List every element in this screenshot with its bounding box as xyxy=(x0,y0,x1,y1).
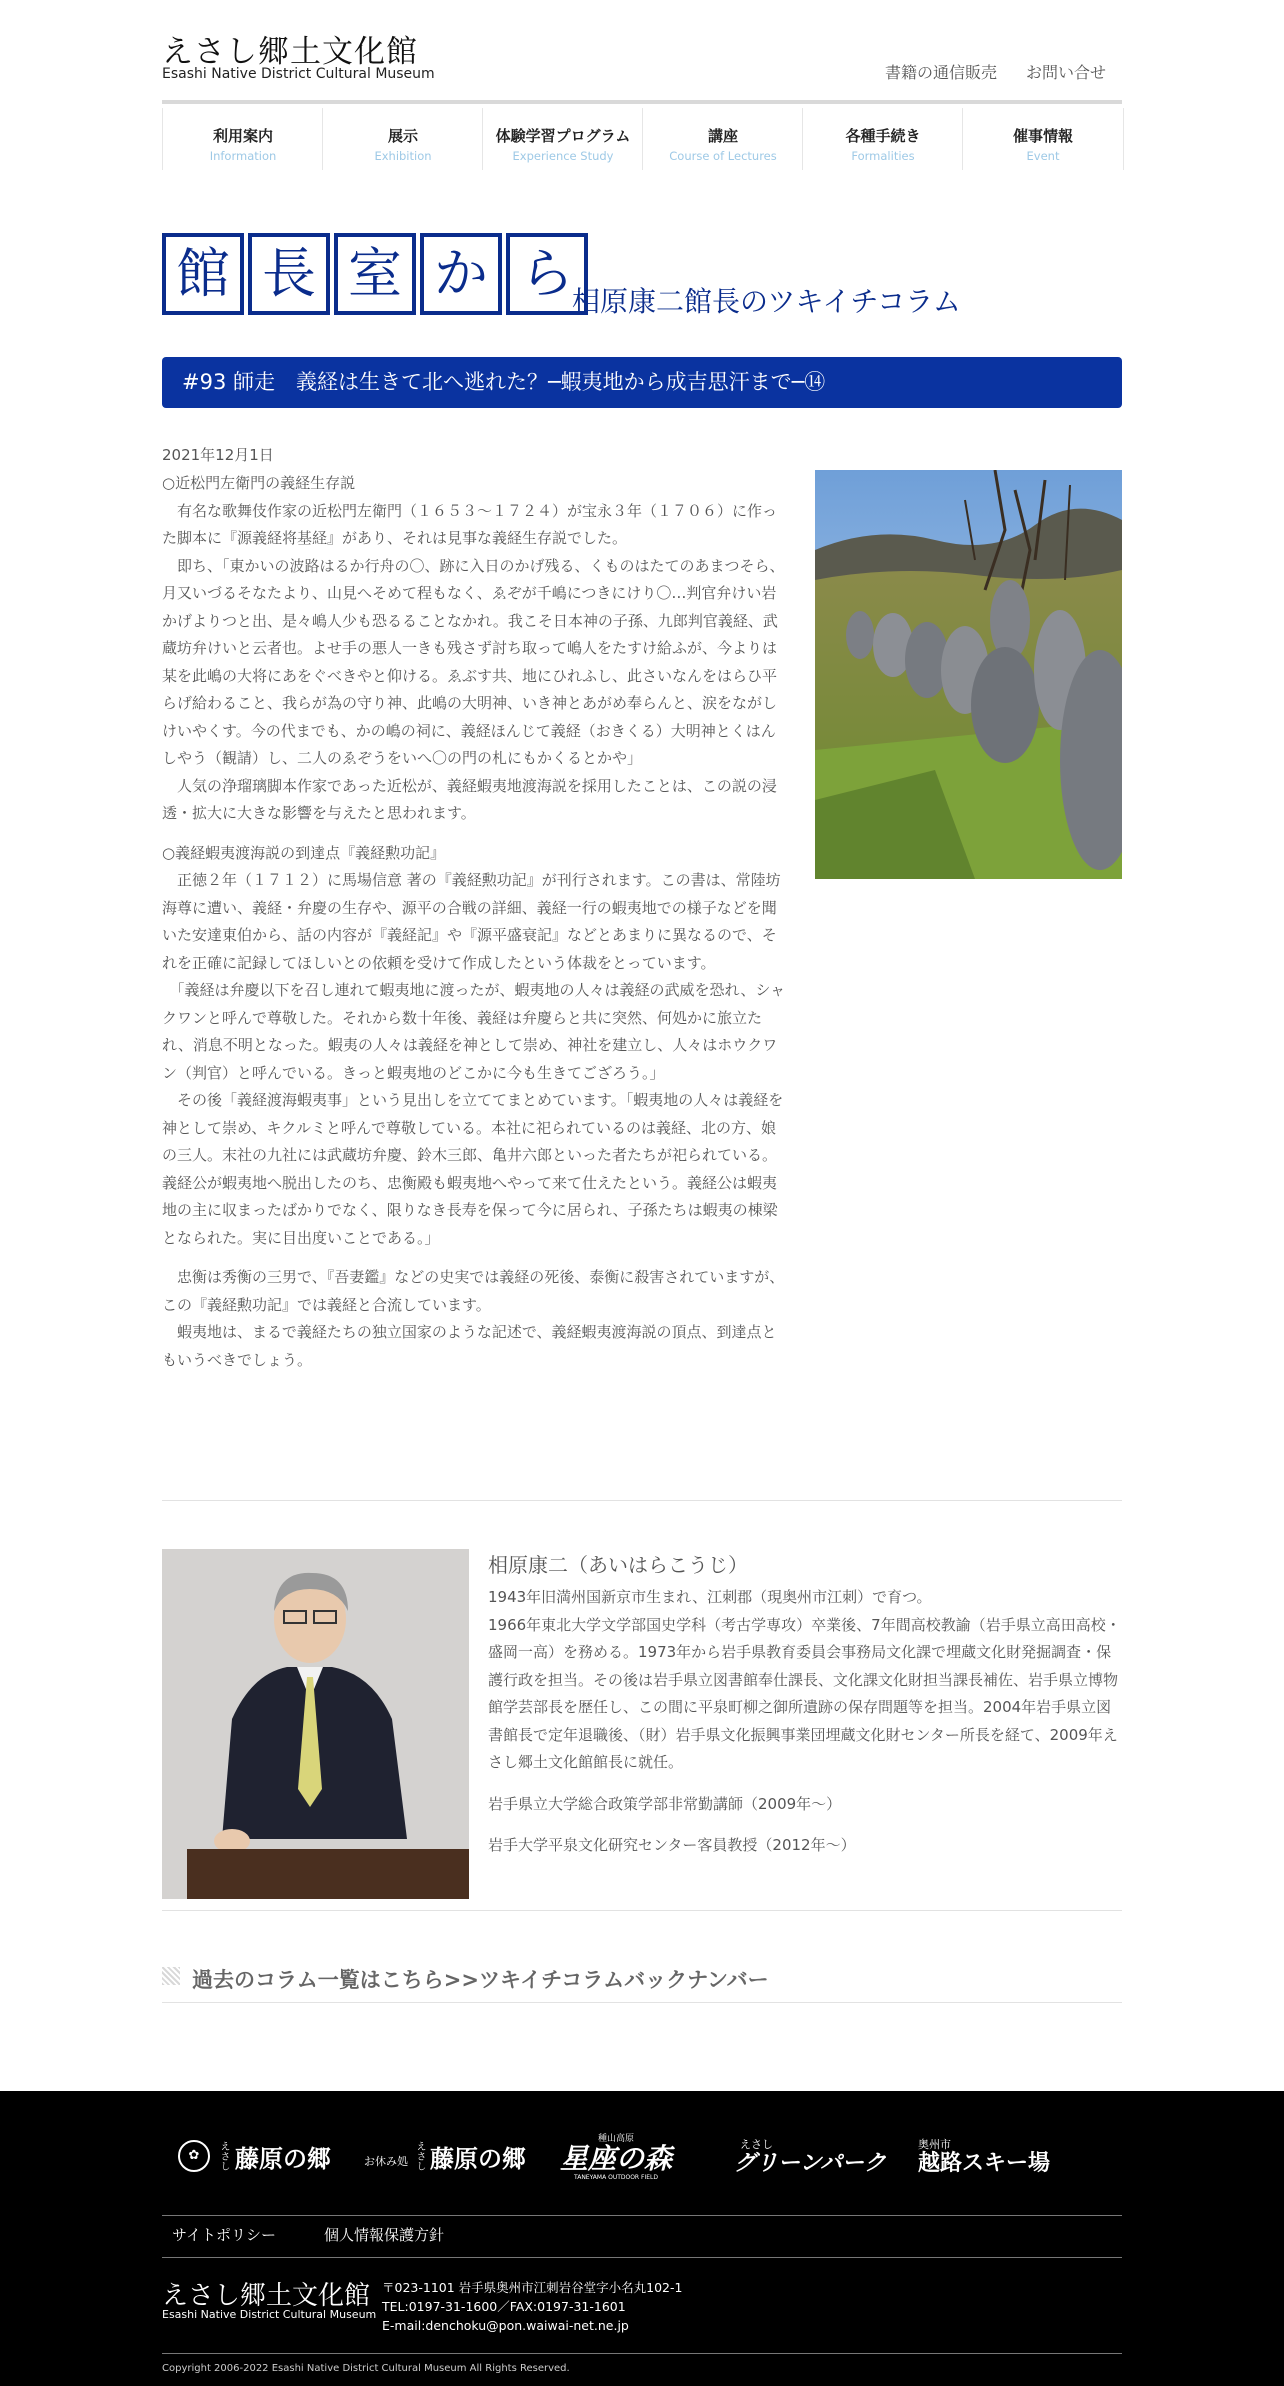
title-char: か xyxy=(420,233,502,315)
site-footer xyxy=(0,2091,1284,2386)
banner-main: グリーンパーク xyxy=(734,2151,887,2176)
nav-sublabel: Information xyxy=(209,149,277,163)
banner-green-park[interactable] xyxy=(734,2131,886,2181)
section-title-kanchoshitsu xyxy=(162,233,592,316)
banner-small: 奥州市 xyxy=(918,2138,951,2151)
title-char: 館 xyxy=(162,233,244,315)
site-logo-en: Esashi Native District Cultural Museum xyxy=(162,66,435,82)
banner-sub: TANEYAMA OUTDOOR FIELD xyxy=(574,2174,658,2181)
footer-tel: TEL:0197-31-1600／FAX:0197-31-1601 xyxy=(382,2299,626,2314)
article-paragraph: 即ち、「東かいの波路はるか行舟の〇、跡に入日のかげ残る、くものはたてのあまつそら、月又いづるそなたより、山見へそめて程もなく、ゑぞが千嶋につきにけり〇…判官弁けい岩かげよりつと出、是々嶋人少も恐るることなかれ。我こそ日本神の子孫、九郎判官義経、武蔵坊弁けいと云者也。よせ手の悪人一きも残さず討ち取って嶋人をたすけ給ふが、今よりは某を此嶋の大将にあをぐべきやと仰ける。ゑぶす共、地にひれふし、此さいなんをはらひ平らげ給わること、我らが為の守り神、此嶋の大明神、いき神とあがめ奉らんと、涙をながしけいやくす。今の代までも、かの嶋の祠に、義経ほんじて義経（おきくる）大明神とくはんしやう（観請）し、二人のゑぞうをいへ〇の門の札にもかくるとかや」 xyxy=(162,556,785,767)
profile-text: 1943年旧満州国新京市生まれ、江刺郡（現奥州市江刺）で育つ。 xyxy=(488,1588,932,1606)
article-heading: #93 師走 義経は生きて北へ逃れた？─蝦夷地から成吉思汗まで─⑭ xyxy=(162,357,1122,408)
nav-sublabel: Formalities xyxy=(851,149,915,163)
article-paragraph: 蝦夷地は、まるで義経たちの独立国家のような記述で、義経蝦夷渡海説の頂点、到達点ともいうべきでしょう。 xyxy=(162,1323,777,1369)
profile-text: 1966年東北大学文学部国史学科（考古学専攻）卒業後、7年間高校教諭（岩手県立高田高校・盛岡一高）を務める。1973年から岩手県教育委員会事務局文化課で埋蔵文化財発掘調査・保護行政を担当。その後は岩手県立図書館奉仕課長、文化課文化財担当課長補佐、岩手県立博物館学芸部長を歴任し、この間に平泉町柳之御所遺跡の保存問題等を担当。2004年岩手県立図書館長で定年退職後、（財）岩手県文化振興事業団埋蔵文化財センター所長を経て、2009年えさし郷土文化館館長に就任。 xyxy=(488,1615,1121,1771)
contact-link[interactable]: お問い合せ xyxy=(1026,63,1107,82)
profile-text: 岩手県立大学総合政策学部非常勤講師（2009年〜） xyxy=(488,1794,842,1813)
article-body xyxy=(162,470,790,1374)
site-logo[interactable]: えさし郷土文化館 xyxy=(162,34,418,70)
footer-divider xyxy=(162,2215,1122,2216)
title-char: ら xyxy=(506,233,588,315)
profile-text: 岩手大学平泉文化研究センター客員教授（2012年〜） xyxy=(488,1836,856,1854)
article-subheading: ○義経蝦夷渡海説の到達点『義経勲功記』 xyxy=(162,843,446,862)
article-paragraph: 正徳２年（１７１２）に馬場信意 著の『義経勲功記』が刊行されます。この書は、常陸坊海尊に遭い、義経・弁慶の生存や、源平の合戦の詳細、義経一行の蝦夷地での様子などを聞いた安達東伯から、話の内容が『義経記』や『源平盛衰記』などとあまりに異なるので、それを正確に記録してほしいとの依頼を受けて作成したという体裁をとっています。 xyxy=(162,871,781,972)
footer-logo-en: Esashi Native District Cultural Museum xyxy=(162,2308,377,2321)
book-mailorder-link[interactable]: 書籍の通信販売 xyxy=(885,63,998,82)
privacy-policy-link[interactable]: 個人情報保護方針 xyxy=(324,2226,445,2244)
banner-seiza-no-mori[interactable] xyxy=(560,2131,672,2181)
global-nav xyxy=(162,100,1122,174)
article-paragraph: 忠衡は秀衡の三男で、『吾妻鑑』などの史実では義経の死後、泰衡に殺害されていますが、この『義経勲功記』では義経と合流しています。 xyxy=(162,1268,785,1314)
title-char: 室 xyxy=(334,233,416,315)
footer-divider xyxy=(162,2353,1122,2354)
banner-main: 越路スキー場 xyxy=(918,2151,1051,2176)
nav-sublabel: Experience Study xyxy=(512,149,614,163)
banner-small: えさし xyxy=(740,2138,773,2151)
nav-item-formalities[interactable] xyxy=(802,108,963,170)
divider xyxy=(162,1910,1122,1911)
divider xyxy=(162,1500,1122,1501)
article-subheading: ○近松門左衛門の義経生存説 xyxy=(162,474,356,492)
article-paragraph: 「義経は弁慶以下を召し連れて蝦夷地に渡ったが、蝦夷地の人々は義経の武威を恐れ、シャクワンと呼んで尊敬した。それから数十年後、義経は弁慶らと共に突然、何処かに旅立たれ、消息不明となった。蝦夷の人々は義経を神として崇め、神社を建立し、人々はホウクワン（判官）と呼んでいる。きっと蝦夷地のどこかに今も生きてござろう。」 xyxy=(162,981,786,1082)
director-portrait xyxy=(162,1549,469,1899)
banner-fujiwara-no-sato[interactable] xyxy=(178,2131,331,2181)
backnumber-link-row[interactable] xyxy=(162,1960,1122,2003)
banner-main: 藤原の郷 xyxy=(430,2143,526,2173)
banner-main: 星座の森 xyxy=(560,2142,673,2175)
nav-item-event[interactable] xyxy=(962,108,1124,170)
footer-divider xyxy=(162,2257,1122,2258)
site-header xyxy=(162,0,1122,100)
article-date: 2021年12月1日 xyxy=(162,446,274,464)
article-paragraph: 人気の浄瑠璃脚本作家であった近松が、義経蝦夷地渡海説を採用したことは、この説の浸透・拡大に大きな影響を与えたと思われます。 xyxy=(162,776,777,822)
banner-small: えさし xyxy=(218,2141,229,2171)
banner-small: 種山高原 xyxy=(598,2134,635,2144)
nav-label: 催事情報 xyxy=(1012,127,1073,145)
nav-item-exhibition[interactable] xyxy=(322,108,483,170)
article-paragraph: その後「義経渡海蝦夷事」という見出しを立ててまとめています。「蝦夷地の人々は義経を神として崇め、キクルミと呼んで尊敬している。本社に祀られているのは義経、北の方、娘の三人。末社の九社には武蔵坊弁慶、鈴木三郎、亀井六郎といった者たちが祀られている。義経公が蝦夷地へ脱出したのち、忠衡殿も蝦夷地へやって来て仕えたという。義経公は蝦夷地の主に収まったばかりでなく、限りなき長寿を保って今に居られ、子孫たちは蝦夷の棟梁となられた。実に目出度いことである。」 xyxy=(162,1091,784,1247)
nav-label: 各種手続き xyxy=(845,127,921,145)
copyright: Copyright 2006-2022 Esashi Native District Cultural Museum All Rights Reserved. xyxy=(162,2363,570,2374)
nav-label: 展示 xyxy=(387,127,418,145)
title-char: 長 xyxy=(248,233,330,315)
banner-small: お休み処 xyxy=(364,2155,408,2168)
nav-sublabel: Event xyxy=(1026,149,1060,163)
banner-main: 藤原の郷 xyxy=(235,2143,331,2173)
backnumber-link[interactable]: 過去のコラム一覧はこちら>>ツキイチコラムバックナンバー xyxy=(192,1968,769,1992)
nav-sublabel: Exhibition xyxy=(374,149,432,163)
director-profile xyxy=(488,1549,1122,1860)
nav-label: 利用案内 xyxy=(212,127,273,145)
footer-address: 〒023-1101 岩手県奥州市江刺岩谷堂字小名丸102-1 xyxy=(382,2280,683,2295)
director-name: 相原康二（あいはらこうじ） xyxy=(488,1553,748,1577)
site-policy-link[interactable]: サイトポリシー xyxy=(172,2226,276,2244)
article-paragraph: 有名な歌舞伎作家の近松門左衛門（１６５３～１７２４）が宝永３年（１７０６）に作った脚本に『源義経将基経』があり、それは見事な義経生存説でした。 xyxy=(162,501,778,547)
crest-icon: ✿ xyxy=(178,2140,210,2172)
footer-logo[interactable]: えさし郷土文化館 xyxy=(162,2281,371,2311)
nav-label: 体験学習プログラム xyxy=(495,127,631,145)
banner-small: えさし xyxy=(414,2141,425,2171)
nav-item-lectures[interactable] xyxy=(642,108,803,170)
footer-email[interactable]: E-mail:denchoku@pon.waiwai-net.ne.jp xyxy=(382,2318,629,2333)
hatch-square-icon xyxy=(162,1967,180,1985)
nav-sublabel: Course of Lectures xyxy=(669,149,777,163)
footer-contact xyxy=(382,2278,682,2335)
banner-koshiji-ski[interactable] xyxy=(918,2131,1050,2181)
nav-item-experience[interactable] xyxy=(482,108,643,170)
nav-label: 講座 xyxy=(707,127,738,145)
banner-oyasumidokoro[interactable] xyxy=(364,2131,526,2181)
section-subtitle: 相原康二館長のツキイチコラム xyxy=(572,285,961,318)
nav-item-information[interactable] xyxy=(162,108,323,170)
stone-monuments-photo xyxy=(815,470,1122,879)
